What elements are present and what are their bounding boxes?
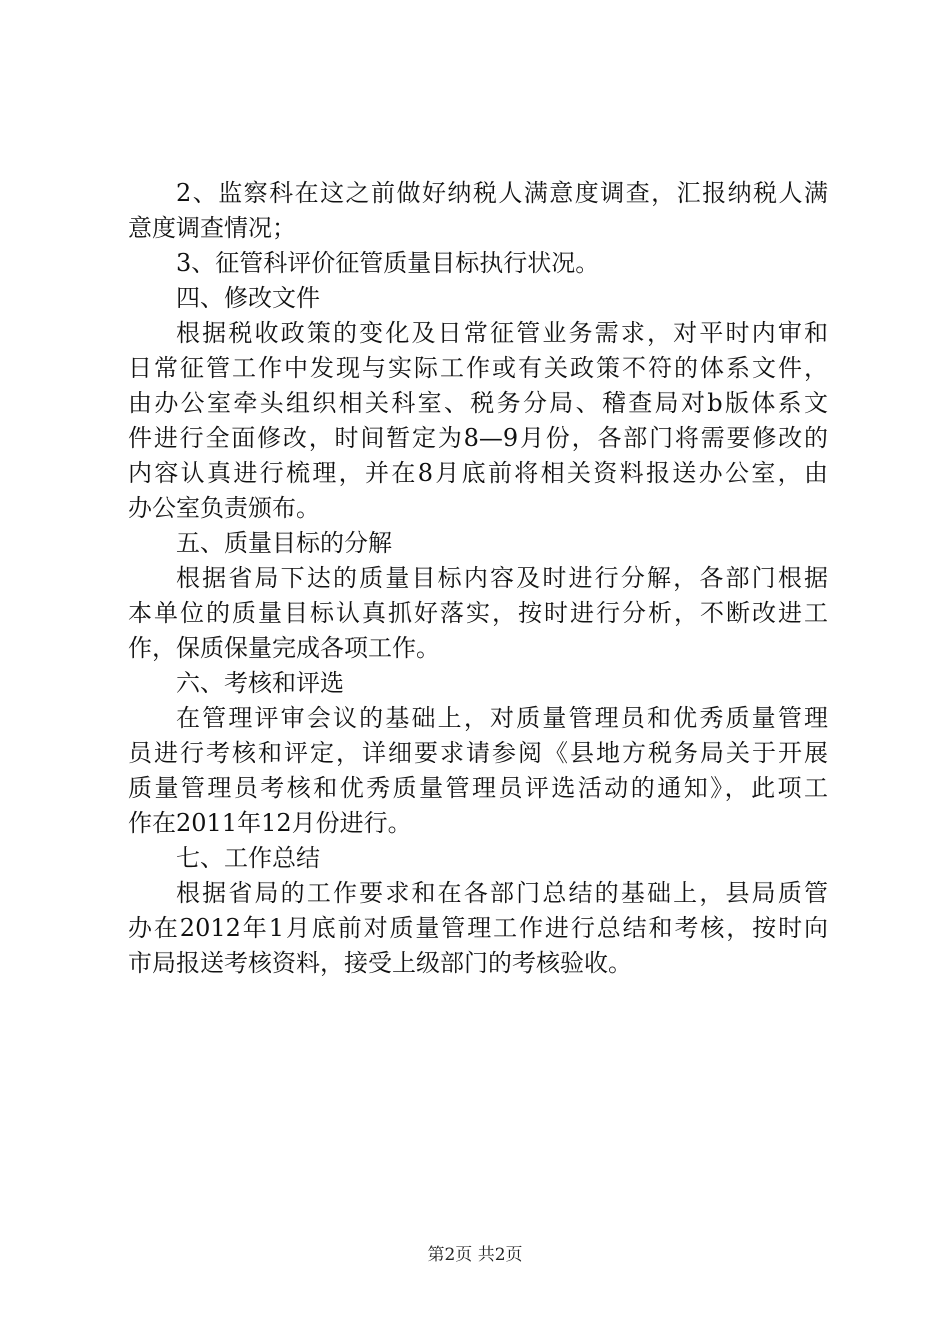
- text-line: 作，保质保量完成各项工作。: [128, 634, 440, 662]
- text-line: 由办公室牵头组织相关科室、税务分局、稽查局对b版体系文: [128, 389, 828, 417]
- text-line: 2、监察科在这之前做好纳税人满意度调查，汇报纳税人满: [176, 179, 828, 207]
- text-line: 根据税收政策的变化及日常征管业务需求，对平时内审和: [176, 319, 828, 347]
- text-line: 市局报送考核资料，接受上级部门的考核验收。: [128, 949, 632, 977]
- text-line: 在管理评审会议的基础上，对质量管理员和优秀质量管理: [176, 704, 828, 732]
- text-line: 办公室负责颁布。: [128, 494, 320, 522]
- text-line: 五、质量目标的分解: [176, 529, 392, 557]
- text-line: 3、征管科评价征管质量目标执行状况。: [176, 249, 600, 277]
- text-line: 质量管理员考核和优秀质量管理员评选活动的通知》，此项工: [128, 774, 828, 802]
- text-line: 办在2012年1月底前对质量管理工作进行总结和考核，按时向: [128, 914, 828, 942]
- text-line: 根据省局的工作要求和在各部门总结的基础上，县局质管: [176, 879, 828, 907]
- document-body: [128, 176, 828, 981]
- text-line: 日常征管工作中发现与实际工作或有关政策不符的体系文件，: [128, 354, 828, 382]
- text-line: 件进行全面修改，时间暂定为8—9月份，各部门将需要修改的: [128, 424, 828, 452]
- text-line: 七、工作总结: [176, 844, 320, 872]
- text-line: 四、修改文件: [176, 284, 320, 312]
- text-line: 员进行考核和评定，详细要求请参阅《县地方税务局关于开展: [128, 739, 828, 767]
- text-line: 作在2011年12月份进行。: [128, 809, 412, 837]
- text-line: 本单位的质量目标认真抓好落实，按时进行分析，不断改进工: [128, 599, 828, 627]
- page-footer: 第2页 共2页: [427, 1245, 523, 1265]
- text-line: 根据省局下达的质量目标内容及时进行分解，各部门根据: [176, 564, 828, 592]
- text-line: 意度调查情况；: [128, 214, 296, 242]
- text-line: 内容认真进行梳理，并在8月底前将相关资料报送办公室，由: [128, 459, 828, 487]
- text-line: 六、考核和评选: [176, 669, 344, 697]
